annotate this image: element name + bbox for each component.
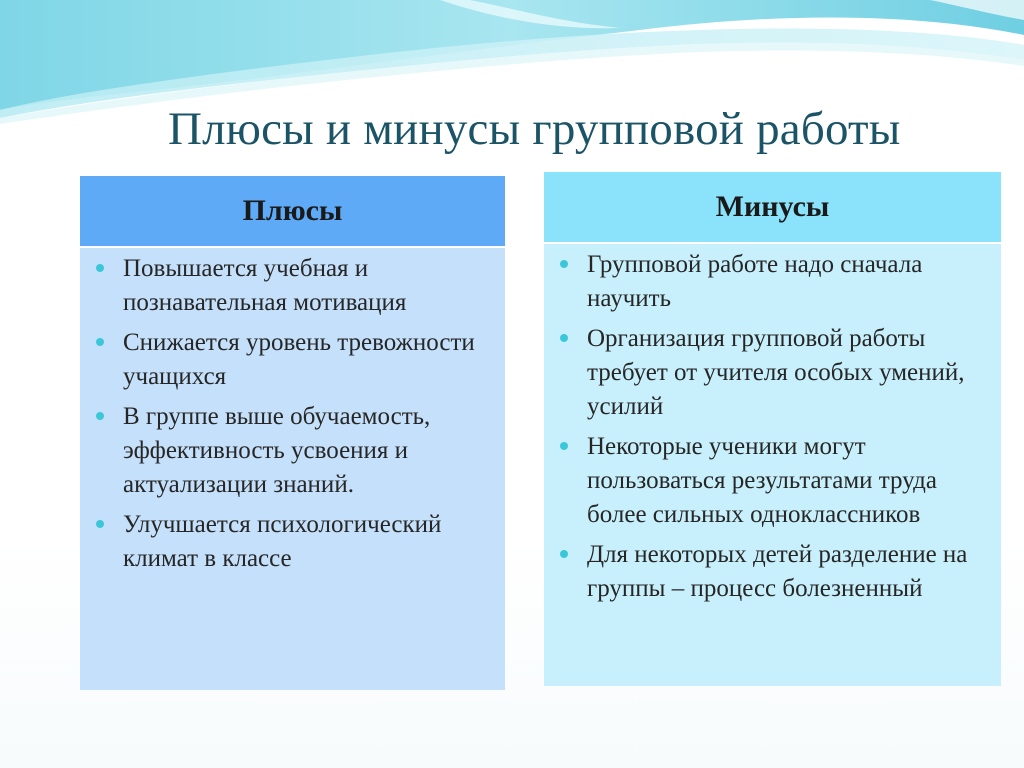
cons-list [544, 244, 1001, 606]
list-item-text: Повышается учебная и познавательная мотивация [123, 255, 407, 316]
list-item-text: Для некоторых детей разделение на группы – процесс болезненный [587, 541, 968, 602]
pros-header: Плюсы [80, 176, 505, 248]
slide-title: Плюсы и минусы групповой работы [168, 103, 901, 155]
list-item [587, 430, 989, 532]
list-item-text: Некоторые ученики могут пользоваться результатами труда более сильных одноклассников [587, 433, 937, 528]
list-item-text: Снижается уровень тревожности учащихся [123, 329, 475, 390]
pros-panel [80, 176, 505, 690]
list-item [123, 508, 493, 576]
list-item [123, 326, 493, 394]
bullet-dot-icon [560, 260, 568, 268]
bullet-dot-icon [96, 520, 104, 528]
bullet-dot-icon [96, 264, 104, 272]
list-item-text: Улучшается психологический климат в классе [123, 511, 442, 572]
bullet-dot-icon [96, 412, 104, 420]
bullet-dot-icon [560, 442, 568, 450]
list-item-text: Организация групповой работы требует от учителя особых умений, усилий [587, 325, 965, 420]
list-item-text: Групповой работе надо сначала научить [587, 251, 923, 312]
bullet-dot-icon [560, 334, 568, 342]
list-item [587, 322, 989, 424]
bullet-dot-icon [96, 338, 104, 346]
cons-header: Минусы [544, 172, 1001, 244]
pros-list [80, 248, 505, 576]
list-item-text: В группе выше обучаемость, эффективность усвоения и актуализации знаний. [123, 403, 431, 498]
cons-panel [544, 172, 1001, 686]
list-item [123, 400, 493, 502]
list-item [123, 252, 493, 320]
list-item [587, 538, 989, 606]
bullet-dot-icon [560, 550, 568, 558]
list-item [587, 248, 989, 316]
